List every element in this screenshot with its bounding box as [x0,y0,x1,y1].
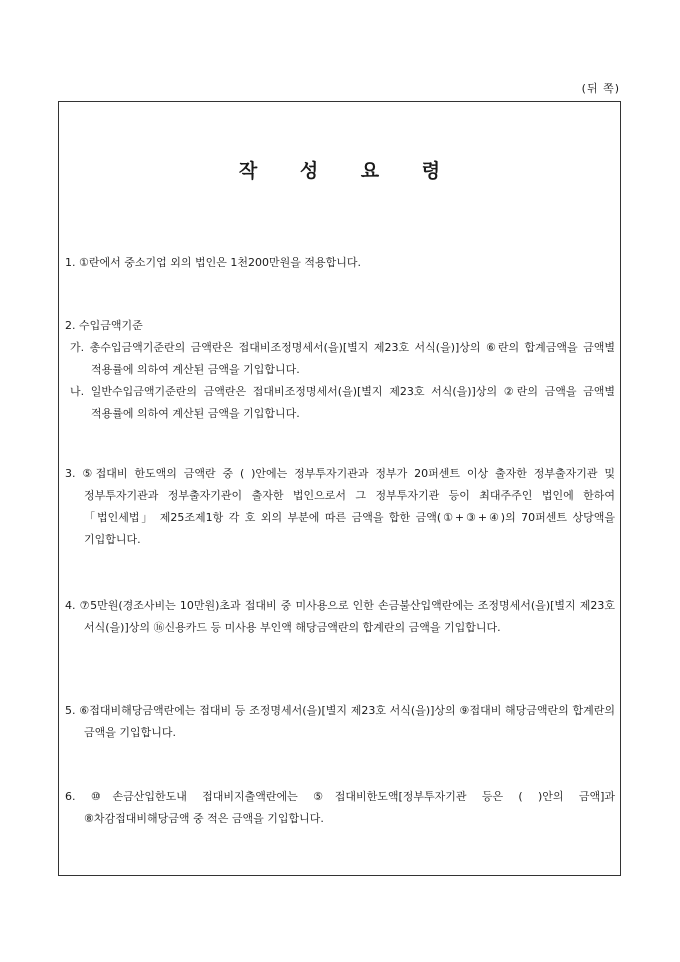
item-number: 2. [65,319,76,332]
instruction-item-5 [65,700,615,744]
item-number: 1. [65,256,76,269]
instruction-item-6 [65,786,615,830]
item-text: ⑦5만원(경조사비는 10만원)초과 접대비 중 미사용으로 인한 손금불산입액란에는 조정명세서(을)[별지 제23호 서식(을)]상의 ⑯신용카드 등 미사용 부인액 해당금액란의 합계란의 금액을 기입합니다. [79,599,615,634]
sub-item-text: 일반수입금액기준란의 금액란은 접대비조정명세서(을)[별지 제23호 서식(을)]상의 ②란의 금액을 금액별 적용률에 의하여 계산된 금액을 기입합니다. [90,385,615,420]
instruction-item-3 [65,463,615,551]
instructions-box [58,101,621,876]
item-text: ⑥접대비해당금액란에는 접대비 등 조정명세서(을)[별지 제23호 서식(을)]상의 ⑨접대비 해당금액란의 합계란의 금액을 기입합니다. [79,704,615,739]
page-side-label: (뒤 쪽) [581,82,620,95]
sub-item-text: 총수입금액기준란의 금액란은 접대비조정명세서(을)[별지 제23호 서식(을)]상의 ⑥란의 합계금액을 금액별 적용률에 의하여 계산된 금액을 기입합니다. [89,341,616,376]
item-number: 3. [65,467,76,480]
sub-item-ga [65,337,615,381]
item-number: 5. [65,704,76,717]
instruction-text-3 [65,463,615,551]
instruction-item-4 [65,595,615,639]
instruction-text-5 [65,700,615,744]
instruction-heading-2 [65,315,615,337]
item-text: ⑩손금산입한도내 접대비지출액란에는 ⑤접대비한도액[정부투자기관 등은 ( )안의 금액]과 ⑧차감접대비해당금액 중 적은 금액을 기입합니다. [84,790,616,825]
sub-item-label: 나. [70,385,85,398]
sub-item-na [65,381,615,425]
item-number: 4. [65,599,76,612]
instruction-text-4 [65,595,615,639]
instruction-item-2 [65,315,615,425]
item-heading: 수입금액기준 [79,319,143,332]
instruction-item-1 [65,252,615,274]
item-number: 6. [65,790,76,803]
sub-item-label: 가. [70,341,85,354]
instruction-text-1 [65,252,615,274]
page-title: 작 성 요 령 [238,160,459,182]
item-text: ①란에서 중소기업 외의 법인은 1천200만원을 적용합니다. [79,256,361,269]
instruction-text-6 [65,786,615,830]
item-text: ⑤접대비 한도액의 금액란 중 ( )안에는 정부투자기관과 정부가 20퍼센트 이상 출자한 정부출자기관 및 정부투자기관과 정부출자기관이 출자한 법인으로서 그 정부투자기관 등이 최대주주인 법인에 한하여 「법인세법」 제25조제1항 각 호 외의 부분에 따른 금액을 합한 금액(①+③+④)의 70퍼센트 상당액을 기입합니다. [82,467,616,546]
